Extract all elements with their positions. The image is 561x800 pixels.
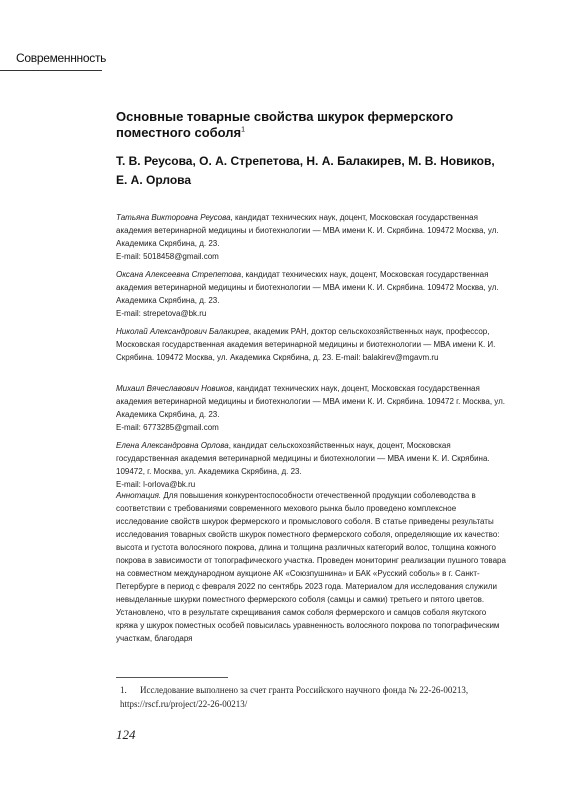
author-name: Николай Александрович Балакирев bbox=[116, 327, 249, 336]
author-bio bbox=[116, 439, 506, 491]
section-label: Современнность bbox=[16, 51, 107, 65]
author-affiliation: , академик РАН, доктор сельскохозяйственных наук, профессор, Московская государственная академия ветеринарной медицины и биотехнологии — МВА имени К. И. Скрябина. 109472 Москва, ул. Академика Скрябина, д. 23. E-mail: balakirev@mgavm.ru bbox=[116, 327, 496, 362]
author-affiliation: , кандидат технических наук, доцент, Московская государственная академия ветеринарной медицины и биотехнологии — МВА имени К. И. Скрябина. 109472 г. Москва, ул. Академика Скрябина, д. 23. bbox=[116, 384, 506, 419]
article-title-text: Основные товарные свойства шкурок фермерского поместного соболя bbox=[116, 109, 454, 140]
author-affiliation: , кандидат сельскохозяйственных наук, доцент, Московская государственная академия ветеринарной медицины и биотехнологии — МВА имени К. И. Скрябина. 109472, г. Москва, ул. Академика Скрябина, д. 23. bbox=[116, 441, 490, 476]
section-divider bbox=[0, 70, 102, 71]
author-email[interactable]: E-mail: 6773285@gmail.com bbox=[116, 423, 219, 432]
author-email[interactable]: E-mail: strepetova@bk.ru bbox=[116, 309, 207, 318]
footnote bbox=[120, 683, 492, 711]
author-email[interactable]: E-mail: 5018458@gmail.com bbox=[116, 252, 219, 261]
title-footnote-mark[interactable]: 1 bbox=[241, 126, 246, 134]
abstract-label: Аннотация. bbox=[116, 491, 162, 500]
author-name: Михаил Вячеславович Новиков bbox=[116, 384, 233, 393]
author-email[interactable]: E-mail: l-orlova@bk.ru bbox=[116, 480, 196, 489]
page-number: 124 bbox=[116, 727, 136, 742]
footnote-text: Исследование выполнено за счет гранта Российского научного фонда № 22-26-00213, https://rscf.ru/project/22-26-00213/ bbox=[120, 685, 469, 709]
author-bio bbox=[116, 325, 506, 364]
author-bio bbox=[116, 268, 506, 320]
article-title bbox=[116, 109, 496, 141]
footnote-divider bbox=[116, 677, 228, 678]
author-name: Татьяна Викторовна Реусова bbox=[116, 213, 231, 222]
author-affiliation: , кандидат технических наук, доцент, Московская государственная академия ветеринарной медицины и биотехнологии — МВА имени К. И. Скрябина. 109472 Москва, ул. Академика Скрябина, д. 23. bbox=[116, 270, 499, 305]
author-bio bbox=[116, 382, 506, 434]
article-authors: Т. В. Реусова, О. А. Стрепетова, Н. А. Балакирев, М. В. Новиков, Е. А. Орлова bbox=[116, 154, 495, 187]
author-name: Елена Александровна Орлова bbox=[116, 441, 229, 450]
author-name: Оксана Алексеевна Стрепетова bbox=[116, 270, 242, 279]
author-bio bbox=[116, 211, 506, 263]
abstract-text: Для повышения конкурентоспособности отечественной продукции соболеводства в соответствии с требованиями современного мехового рынка было проведено комплексное исследование свойств шкурок фермерского и промыслового соболя. В статье приведены результаты исследования товарных свойств шкурок поместного фермерского соболя, определяющие их качество: высота и густота волосяного покрова, длина и толщина различных категорий волос, толщина кожного покрова в зависимости от топографического участка. Проведен мониторинг реализации пушного товара на совместном международном аукционе АК «Союзпушнина» и БАК «Русский соболь» в г. Санкт-Петербурге в период с февраля 2022 по сентябрь 2023 года. Материалом для исследования служили невыделанные шкурки поместного фермерского соболя (самцы и самки) третьего и пятого цветов. Установлено, что в результате скрещивания самок соболя фермерского и самцов соболя якутского кряжа у шкурок поместных особей повысилась уравненность волосяного покрова по топографическим участкам, благодаря bbox=[116, 491, 506, 643]
footnote-number: 1. bbox=[120, 685, 127, 695]
abstract bbox=[116, 489, 508, 645]
author-affiliation: , кандидат технических наук, доцент, Московская государственная академия ветеринарной медицины и биотехнологии — МВА имени К. И. Скрябина. 109472 Москва, ул. Академика Скрябина, д. 23. bbox=[116, 213, 499, 248]
